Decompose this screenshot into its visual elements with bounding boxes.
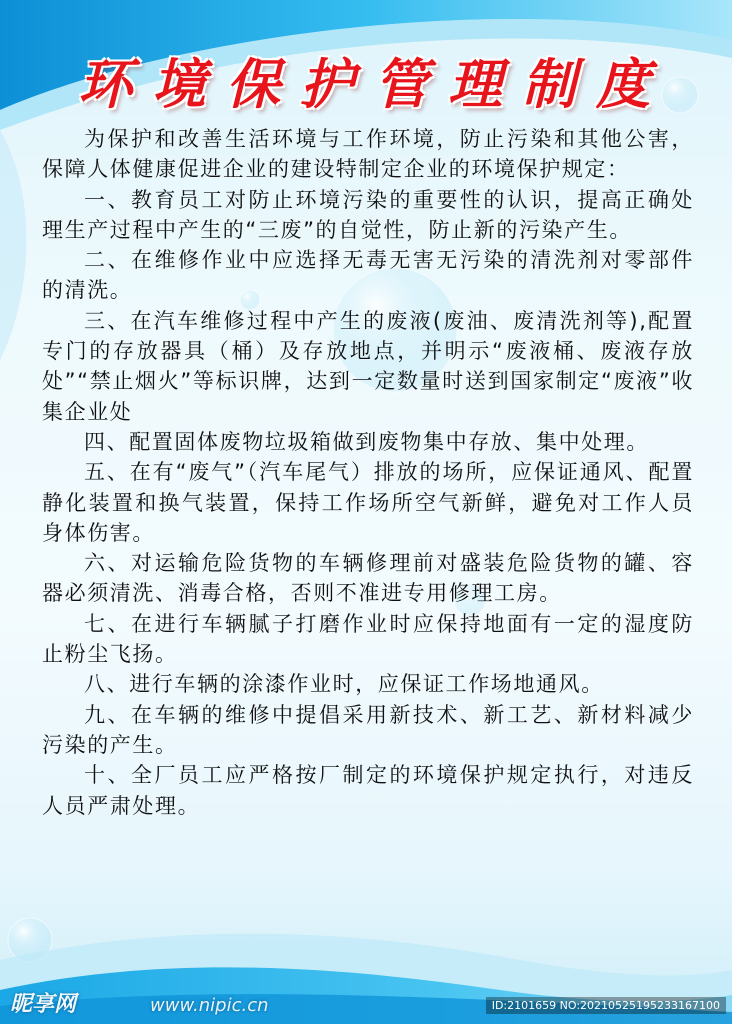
document-body [42, 124, 694, 821]
paragraph-item-6: 六、对运输危险货物的车辆修理前对盛装危险货物的罐、容器必须清洗、消毒合格，否则不准进专用修理工房。 [42, 551, 694, 606]
paragraph-item-3: 三、在汽车维修过程中产生的废液(废油、废清洗剂等),配置专门的存放器具（桶）及存放地点，并明示“废液桶、废液存放处”“禁止烟火”等标识牌，达到一定数量时送到国家制定“废液”收集企业处 [42, 308, 694, 424]
watermark-logo: 昵享网 [10, 992, 77, 1017]
paragraph-item-2: 二、在维修作业中应选择无毒无害无污染的清洗剂对零部件的清洗。 [42, 248, 694, 303]
paragraph-item-4: 四、配置固体废物垃圾箱做到废物集中存放、集中处理。 [84, 429, 649, 454]
paragraph-item-7: 七、在进行车辆腻子打磨作业时应保持地面有一定的湿度防止粉尘飞扬。 [42, 611, 694, 667]
paragraph-item-1: 一、教育员工对防止环境污染的重要性的认识，提高正确处理生产过程中产生的“三废”的自觉性，防止新的污染产生。 [42, 187, 694, 242]
paragraph-item-10: 十、全厂员工应严格按厂制定的环境保护规定执行，对违反人员严肃处理。 [42, 763, 694, 818]
watermark-bar [0, 984, 732, 1024]
watermark-id: ID:2101659 NO:20210525195233167100 [486, 997, 726, 1014]
paragraph-item-9: 九、在车辆的维修中提倡采用新技术、新工艺、新材料减少污染的产生。 [42, 702, 694, 757]
paragraph-intro: 为保护和改善生活环境与工作环境，防止污染和其他公害，保障人体健康促进企业的建设特制定企业的环境保护规定： [42, 127, 694, 182]
paragraph-item-8: 八、进行车辆的涂漆作业时，应保证工作场地通风。 [84, 672, 604, 697]
page-title: 环境保护管理制度 [78, 52, 670, 116]
paragraph-item-5: 五、在有“废气”（汽车尾气）排放的场所，应保证通风、配置静化装置和换气装置，保持工作场所空气新鲜，避免对工作人员身体伤害。 [42, 460, 694, 545]
watermark-url: www.nipic.cn [150, 995, 269, 1016]
